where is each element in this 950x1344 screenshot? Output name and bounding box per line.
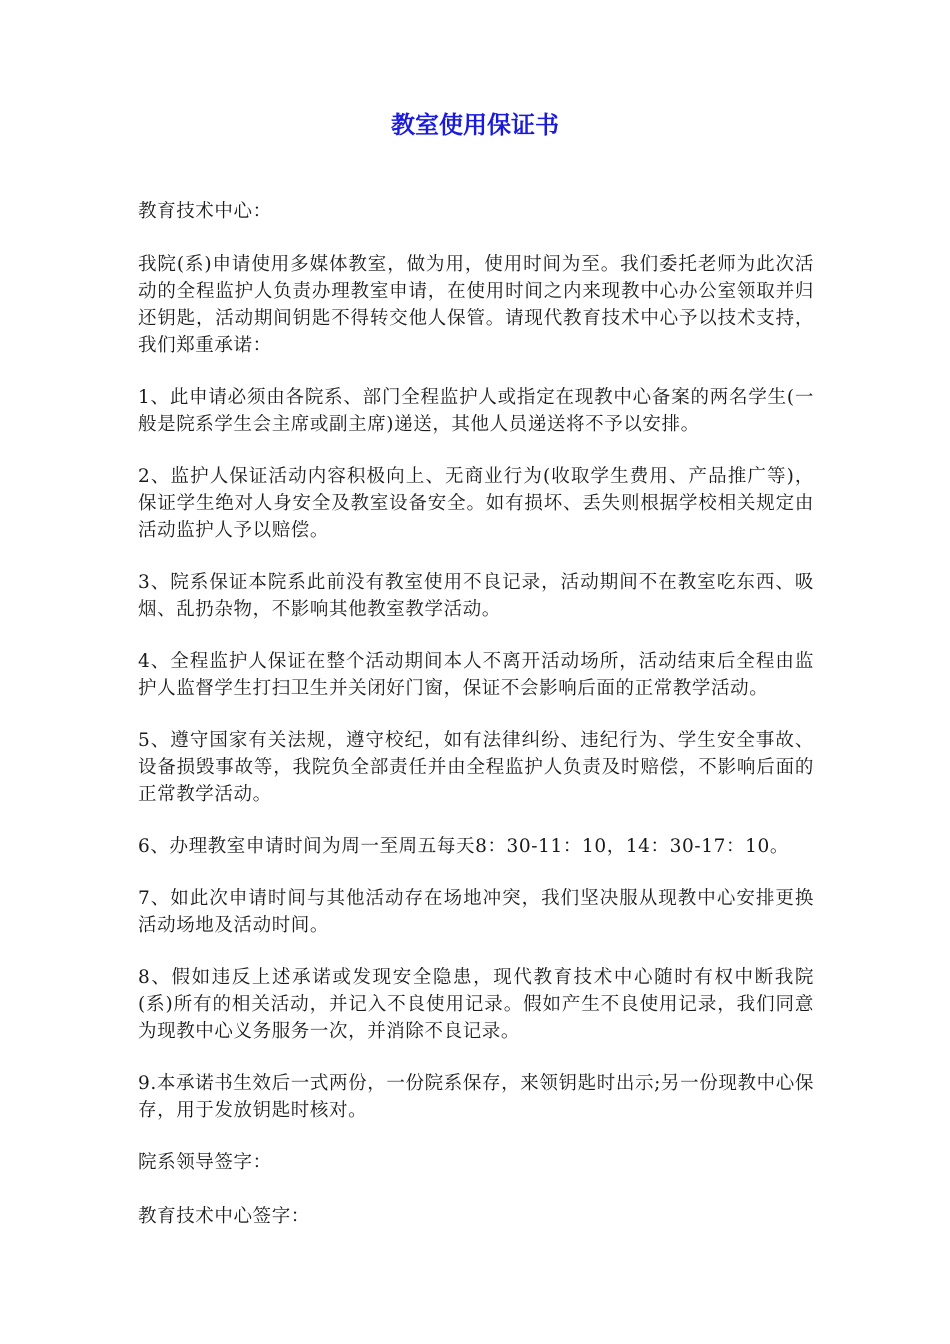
salutation: 教育技术中心： — [138, 201, 272, 222]
item-8: 8、假如违反上述承诺或发现安全隐患，现代教育技术中心随时有权中断我院(系)所有的相关活动，并记入不良使用记录。假如产生不良使用记录，我们同意为现教中心义务服务一次，并消除不良记录。 — [138, 967, 814, 1042]
item-4: 4、全程监护人保证在整个活动期间本人不离开活动场所，活动结束后全程由监护人监督学生打扫卫生并关闭好门窗，保证不会影响后面的正常教学活动。 — [138, 651, 814, 699]
intro-paragraph: 我院(系)申请使用多媒体教室，做为用，使用时间为至。我们委托老师为此次活动的全程监护人负责办理教室申请，在使用时间之内来现教中心办公室领取并归还钥匙，活动期间钥匙不得转交他人保管。请现代教育技术中心予以技术支持，我们郑重承诺： — [138, 254, 814, 356]
item-5: 5、遵守国家有关法规，遵守校纪，如有法律纠纷、违纪行为、学生安全事故、设备损毁事故等，我院负全部责任并由全程监护人负责及时赔偿，不影响后面的正常教学活动。 — [138, 730, 814, 805]
signature-dept-label: 院系领导签字： — [138, 1152, 272, 1173]
document-body — [138, 198, 814, 1257]
signature-center-label: 教育技术中心签字： — [138, 1206, 310, 1227]
item-2: 2、监护人保证活动内容积极向上、无商业行为(收取学生费用、产品推广等)，保证学生绝对人身安全及教室设备安全。如有损坏、丢失则根据学校相关规定由活动监护人予以赔偿。 — [138, 466, 814, 541]
item-1: 1、此申请必须由各院系、部门全程监护人或指定在现教中心备案的两名学生(一般是院系学生会主席或副主席)递送，其他人员递送将不予以安排。 — [138, 387, 814, 435]
document-title: 教室使用保证书 — [391, 111, 559, 139]
item-9: 9.本承诺书生效后一式两份，一份院系保存，来领钥匙时出示;另一份现教中心保存，用于发放钥匙时核对。 — [138, 1073, 814, 1121]
item-6: 6、办理教室申请时间为周一至周五每天8：30-11：10，14：30-17：10。 — [138, 836, 789, 857]
item-3: 3、院系保证本院系此前没有教室使用不良记录，活动期间不在教室吃东西、吸烟、乱扔杂物，不影响其他教室教学活动。 — [138, 572, 814, 620]
item-7: 7、如此次申请时间与其他活动存在场地冲突，我们坚决服从现教中心安排更换活动场地及活动时间。 — [138, 888, 814, 936]
